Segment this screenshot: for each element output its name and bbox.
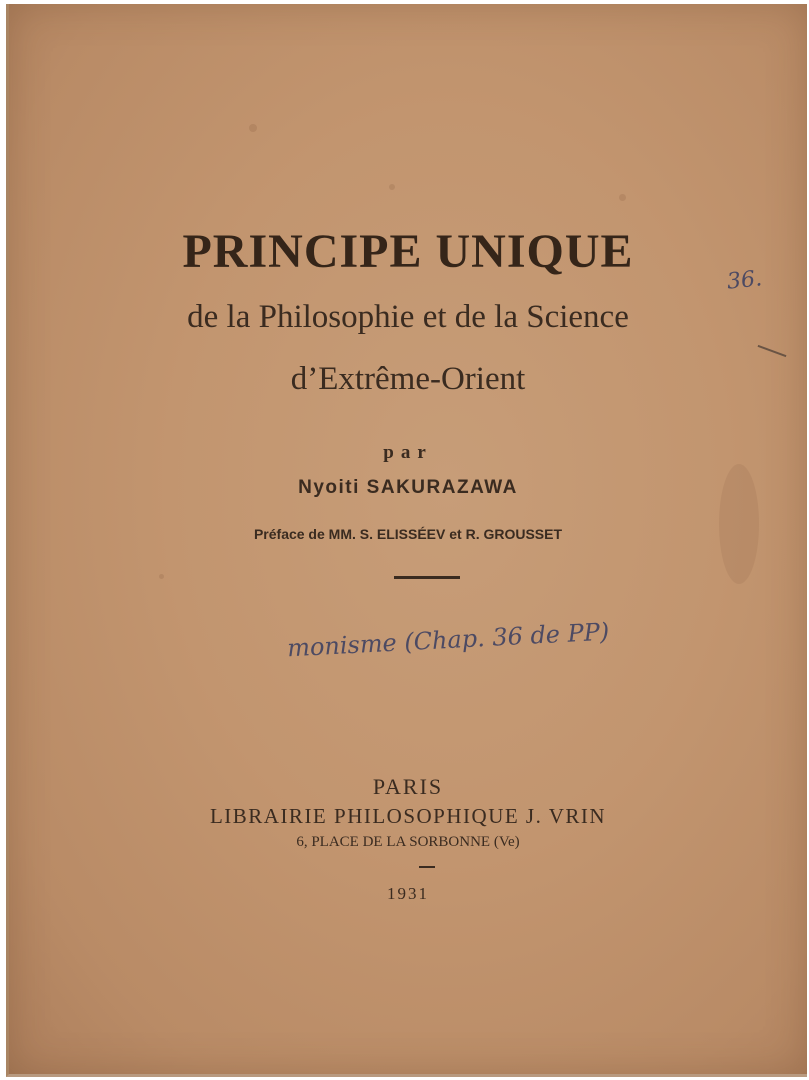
preface-credit: Préface de MM. S. ELISSÉEV et R. GROUSSET bbox=[253, 526, 563, 542]
publisher-name: LIBRAIRIE PHILOSOPHIQUE J. VRIN bbox=[209, 804, 607, 828]
stain-mark bbox=[389, 184, 395, 190]
pencil-mark bbox=[758, 345, 787, 357]
book-title: PRINCIPE UNIQUE bbox=[182, 225, 634, 278]
book-cover bbox=[6, 4, 807, 1077]
by-label: par bbox=[383, 442, 433, 463]
author-name: Nyoiti SAKURAZAWA bbox=[298, 477, 518, 498]
book-subtitle-line1: de la Philosophie et de la Science bbox=[187, 299, 629, 335]
stain-mark bbox=[619, 194, 626, 201]
stain-mark bbox=[249, 124, 257, 132]
publisher-city: PARIS bbox=[372, 774, 444, 799]
book-subtitle-line2: d’Extrême-Orient bbox=[290, 361, 526, 397]
year-dash bbox=[419, 866, 435, 868]
handwritten-note: monisme (Chap. 36 de PP) bbox=[286, 617, 610, 663]
stain-mark bbox=[159, 574, 164, 579]
publisher-address: 6, PLACE DE LA SORBONNE (Ve) bbox=[296, 834, 520, 850]
publication-year: 1931 bbox=[387, 884, 429, 903]
handwritten-number: 36. bbox=[725, 266, 764, 295]
divider-rule bbox=[394, 576, 460, 579]
